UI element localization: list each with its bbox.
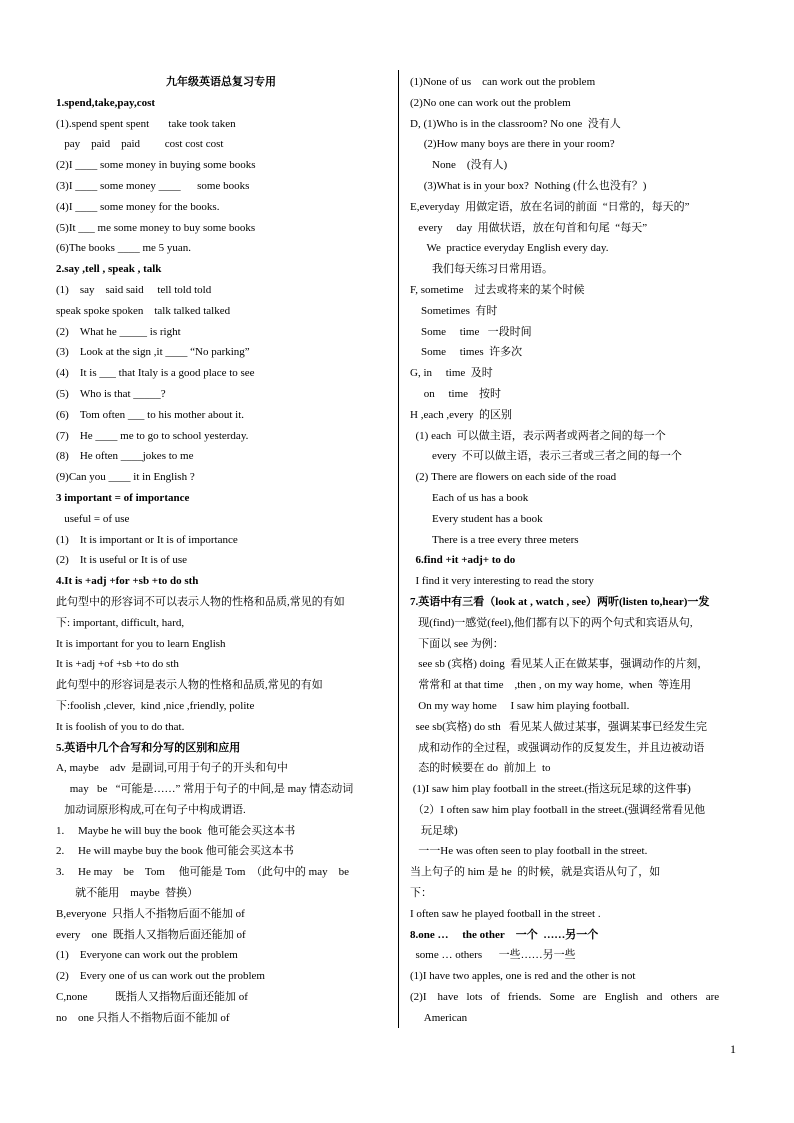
- text-line: (1)None of us can work out the problem: [410, 76, 596, 88]
- text-line: speak spoke spoken talk talked talked: [56, 304, 231, 317]
- text-line: (6)The books ____ me 5 yuan.: [56, 242, 192, 255]
- text-line: (2) There are flowers on each side of the road: [410, 471, 617, 484]
- text-line: (2)I ____ some money in buying some books: [56, 159, 256, 172]
- text-line: A, maybe adv 是副词,可用于句子的开头和句中: [56, 762, 288, 775]
- section-heading: 1.spend,take,pay,cost: [56, 96, 156, 109]
- column-divider: [398, 70, 399, 1028]
- text-line: no one 只指人不指物后面不能加 of: [56, 1011, 230, 1024]
- text-line: Each of us has a book: [410, 491, 529, 504]
- text-line: 态的时候要在 do 前加上 to: [410, 762, 551, 775]
- text-line: It is important for you to learn English: [56, 637, 226, 650]
- section-heading: 3 important = of importance: [56, 491, 190, 504]
- section-heading: 2.say ,tell , speak , talk: [56, 263, 162, 276]
- text-line: (1)I have two apples, one is red and the other is not: [410, 970, 636, 983]
- text-line: Every student has a book: [410, 512, 543, 525]
- text-line: (2) Every one of us can work out the problem: [56, 970, 265, 983]
- text-line: (7) He ____ me to go to school yesterday.: [56, 429, 249, 442]
- text-line: F, sometime 过去或将来的某个时候: [410, 283, 585, 296]
- text-line: 1. Maybe he will buy the book 他可能会买这本书: [56, 824, 296, 837]
- right-column: [410, 72, 742, 1029]
- text-line: 下面以 see 为例：: [410, 637, 504, 650]
- text-line: (1) say said said tell told told: [56, 283, 212, 296]
- section-heading: 7.英语中有三看（look at , watch , see）两听(listen to,hear)一发: [410, 595, 710, 608]
- section-heading: 6.find +it +adj+ to do: [410, 554, 516, 567]
- text-line: (4) It is ___ that Italy is a good place to see: [56, 367, 255, 380]
- text-line: (1) each 可以做主语，表示两者或两者之间的每一个: [410, 429, 666, 442]
- text-line: American: [410, 1011, 468, 1024]
- text-line: (1) It is important or It is of importance: [56, 533, 238, 546]
- text-line: (6) Tom often ___ to his mother about it.: [56, 408, 245, 421]
- text-line: Sometimes 有时: [410, 304, 498, 317]
- text-line: I often saw he played football in the street .: [410, 907, 601, 920]
- text-line: 下:foolish ,clever, kind ,nice ,friendly, polite: [56, 699, 255, 712]
- text-line: 就不能用 maybe 替换）: [56, 887, 199, 900]
- text-line: 下：: [410, 887, 432, 900]
- section-heading: 8.one … the other 一个 ……另一个: [410, 928, 599, 941]
- text-line: 我们每天练习日常用语。: [410, 263, 553, 276]
- text-line: 此句型中的形容词是表示人物的性格和品质,常见的有如: [56, 679, 323, 692]
- text-line: Some time 一段时间: [410, 325, 532, 338]
- text-line: None (没有人): [410, 159, 508, 172]
- text-line: (4)I ____ some money for the books.: [56, 200, 220, 213]
- section-heading: 4.It is +adj +for +sb +to do sth: [56, 575, 199, 588]
- text-line: E,everyday 用做定语，放在名词的前面 “日常的，每天的”: [410, 200, 690, 213]
- text-line: (2)How many boys are there in your room?: [410, 138, 615, 151]
- text-line: B,everyone 只指人不指物后面不能加 of: [56, 907, 245, 920]
- section-heading: 5.英语中几个合写和分写的区别和应用: [56, 741, 241, 754]
- text-line: There is a tree every three meters: [410, 533, 579, 546]
- text-line: It is +adj +of +sb +to do sth: [56, 658, 179, 671]
- text-line: (2) It is useful or It is of use: [56, 554, 188, 567]
- text-line: Some times 许多次: [410, 346, 523, 359]
- text-line: 当上句子的 him 是 he 的时候，就是宾语从句了，如: [410, 866, 661, 879]
- text-line: (2) What he _____ is right: [56, 325, 181, 338]
- text-line: (9)Can you ____ it in English ?: [56, 471, 195, 484]
- text-line: see sb(宾格) do sth 看见某人做过某事，强调某事已经发生完: [410, 720, 707, 733]
- text-line: (5)It ___ me some money to buy some books: [56, 221, 256, 234]
- text-line: every day 用做状语，放在句首和句尾 “每天”: [410, 221, 648, 234]
- text-line: C,none 既指人又指物后面还能加 of: [56, 991, 248, 1004]
- text-line: H ,each ,every 的区别: [410, 408, 513, 421]
- text-line: (2)No one can work out the problem: [410, 96, 571, 109]
- text-line: 此句型中的形容词不可以表示人物的性格和品质,常见的有如: [56, 595, 345, 608]
- text-line: pay paid paid cost cost cost: [56, 138, 224, 151]
- text-line: 现(find)一感觉(feel),他们都有以下的两个句式和宾语从句,: [410, 616, 693, 629]
- text-line: (2)I have lots of friends. Some are English and others are: [410, 991, 720, 1004]
- text-line: 成和动作的全过程，或强调动作的反复发生，并且边被动语: [410, 741, 705, 754]
- text-line: 加动词原形构成,可在句子中构成谓语.: [56, 803, 246, 816]
- text-line: some … others 一些……另一些: [410, 949, 576, 962]
- text-line: 3. He may be Tom 他可能是 Tom （此句中的 may be: [56, 866, 349, 879]
- text-line: (1).spend spent spent take took taken: [56, 117, 236, 130]
- text-line: (8) He often ____jokes to me: [56, 450, 194, 463]
- text-line: (3)What is in your box? Nothing (什么也没有？): [410, 179, 647, 192]
- text-line: I find it very interesting to read the story: [410, 575, 594, 588]
- text-line: (1)I saw him play football in the street.(指这玩足球的这件事): [410, 783, 691, 796]
- text-line: On my way home I saw him playing football.: [410, 699, 630, 712]
- text-line: every one 既指人又指物后面还能加 of: [56, 928, 246, 941]
- text-line: see sb (宾格) doing 看见某人正在做某事，强调动作的片刻，: [410, 658, 709, 671]
- text-line: 一一He was often seen to play football in the street.: [410, 845, 648, 858]
- text-line: We practice everyday English every day.: [410, 242, 609, 255]
- section-heading: 九年级英语总复习专用: [166, 76, 276, 88]
- text-line: 玩足球): [410, 824, 458, 837]
- text-line: on time 按时: [410, 387, 502, 400]
- text-line: 常常和 at that time ,then , on my way home, when 等连用: [410, 679, 692, 692]
- text-line: It is foolish of you to do that.: [56, 720, 185, 733]
- text-line: 下: important, difficult, hard,: [56, 616, 185, 629]
- text-line: (5) Who is that _____?: [56, 387, 166, 400]
- left-column: [56, 72, 386, 1029]
- text-line: 2. He will maybe buy the book 他可能会买这本书: [56, 845, 294, 858]
- text-line: (1) Everyone can work out the problem: [56, 949, 238, 962]
- text-line: D, (1)Who is in the classroom? No one 没有人: [410, 117, 621, 130]
- text-line: (3) Look at the sign ,it ____ “No parking”: [56, 346, 250, 359]
- text-line: (3)I ____ some money ____ some books: [56, 179, 250, 192]
- page-number: 1: [730, 1042, 736, 1056]
- text-line: may be “可能是……” 常用于句子的中间,是 may 情态动词: [56, 783, 354, 796]
- text-line: every 不可以做主语，表示三者或三者之间的每一个: [410, 450, 682, 463]
- text-line: （2）I often saw him play football in the street.(强调经常看见他: [410, 803, 706, 816]
- text-line: G, in time 及时: [410, 367, 493, 380]
- text-line: useful = of use: [56, 512, 130, 525]
